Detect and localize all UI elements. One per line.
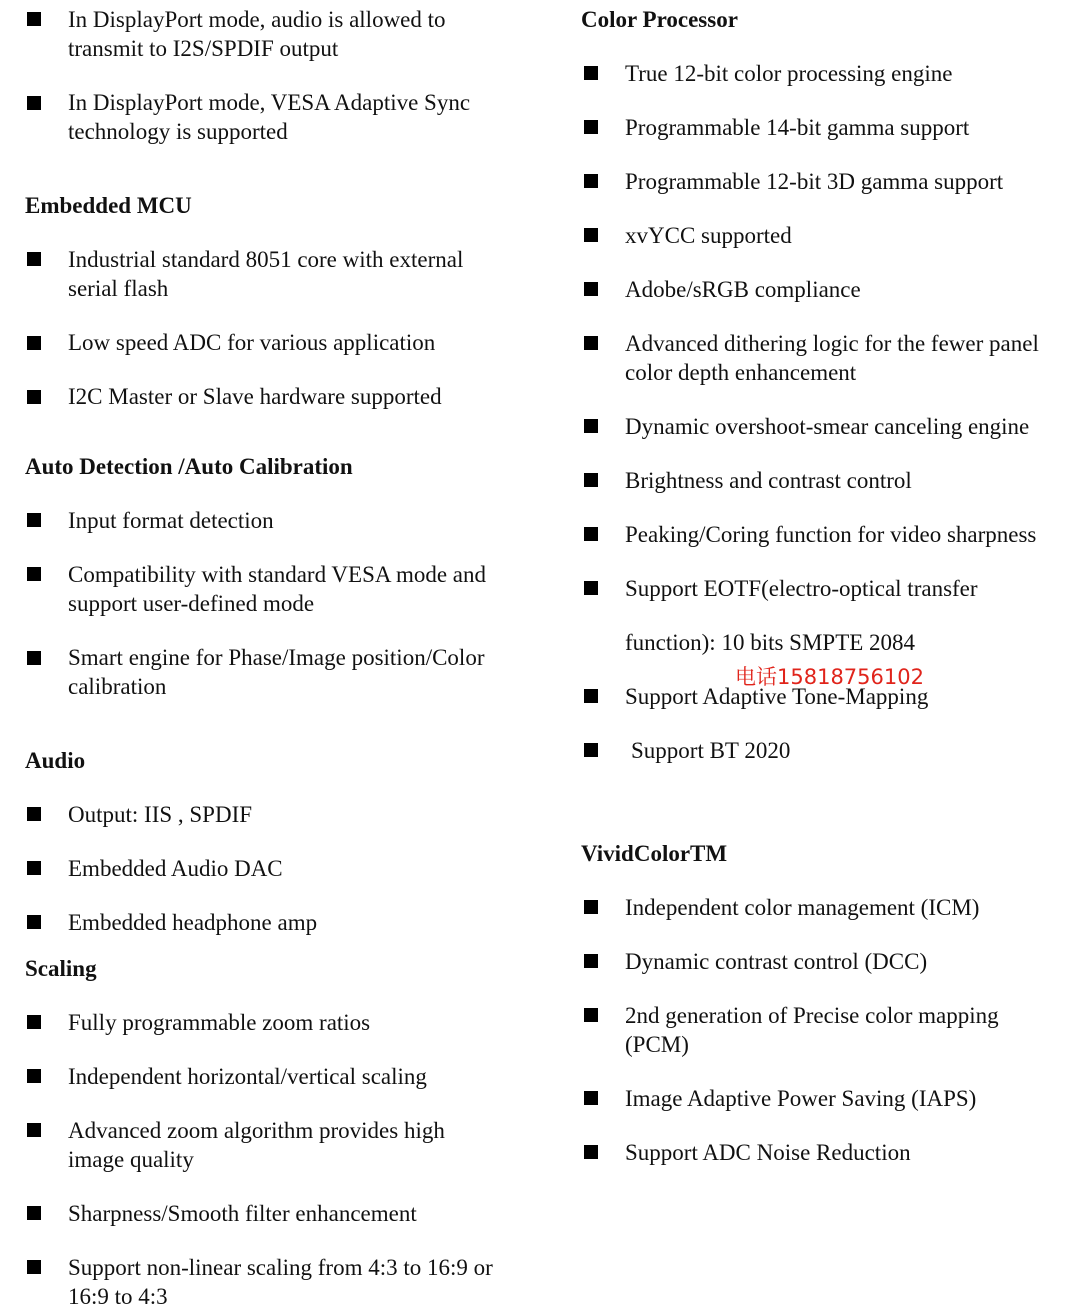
list-item-text: serial flash xyxy=(68,276,169,301)
bullet-icon xyxy=(584,581,598,595)
list-item-text: I2C Master or Slave hardware supported xyxy=(68,384,442,409)
list-item-text: color depth enhancement xyxy=(625,360,857,385)
list-item-text: Support Adaptive Tone-Mapping xyxy=(625,684,929,709)
list-item-text: Peaking/Coring function for video sharpness xyxy=(625,522,1037,547)
list-item-text: Support BT 2020 xyxy=(631,738,791,763)
list-item-text: Programmable 12-bit 3D gamma support xyxy=(625,169,1004,194)
list-item-text: Support ADC Noise Reduction xyxy=(625,1140,911,1165)
section-heading-auto-detection: Auto Detection /Auto Calibration xyxy=(25,454,353,479)
list-item-text: Dynamic overshoot-smear canceling engine xyxy=(625,414,1030,439)
bullet-icon xyxy=(584,743,598,757)
phone-watermark: 电话15818756102 xyxy=(735,665,924,689)
list-item-text: Output: IIS , SPDIF xyxy=(68,802,253,827)
section-heading-color-processor: Color Processor xyxy=(581,7,738,32)
list-item-text: Fully programmable zoom ratios xyxy=(68,1010,371,1035)
bullet-icon xyxy=(27,1069,41,1083)
list-item-text: Independent horizontal/vertical scaling xyxy=(68,1064,427,1089)
list-item-text: True 12-bit color processing engine xyxy=(625,61,953,86)
bullet-icon xyxy=(584,419,598,433)
list-item-text: Embedded headphone amp xyxy=(68,910,318,935)
bullet-icon xyxy=(27,1015,41,1029)
bullet-icon xyxy=(27,567,41,581)
bullet-icon xyxy=(584,954,598,968)
bullet-icon xyxy=(584,66,598,80)
bullet-icon xyxy=(27,336,41,350)
list-item-text: Support non-linear scaling from 4:3 to 16:9 or xyxy=(68,1255,493,1280)
list-item-text: technology is supported xyxy=(68,119,288,144)
list-item-text: Advanced zoom algorithm provides high xyxy=(68,1118,445,1143)
section-heading-audio: Audio xyxy=(25,748,86,773)
bullet-icon xyxy=(27,1123,41,1137)
bullet-icon xyxy=(27,252,41,266)
bullet-icon xyxy=(584,473,598,487)
list-item-text: support user-defined mode xyxy=(68,591,315,616)
bullet-icon xyxy=(584,336,598,350)
list-item-text: Industrial standard 8051 core with external xyxy=(68,247,464,272)
list-item-text: Input format detection xyxy=(68,508,274,533)
bullet-icon xyxy=(27,651,41,665)
list-item-text: Brightness and contrast control xyxy=(625,468,912,493)
list-item-text: Dynamic contrast control (DCC) xyxy=(625,949,928,974)
list-item-text: Image Adaptive Power Saving (IAPS) xyxy=(625,1086,977,1111)
list-item-text: In DisplayPort mode, VESA Adaptive Sync xyxy=(68,90,471,115)
list-item-text: Advanced dithering logic for the fewer panel xyxy=(625,331,1039,356)
bullet-icon xyxy=(27,1260,41,1274)
bullet-icon xyxy=(27,513,41,527)
list-item-text: xvYCC supported xyxy=(625,223,792,248)
list-item-text: Embedded Audio DAC xyxy=(68,856,283,881)
list-item-text: 16:9 to 4:3 xyxy=(68,1284,168,1309)
list-item-text: Programmable 14-bit gamma support xyxy=(625,115,970,140)
list-item-text: image quality xyxy=(68,1147,194,1172)
bullet-icon xyxy=(27,390,41,404)
list-item-text: Smart engine for Phase/Image position/Color xyxy=(68,645,485,670)
list-item-text: Adobe/sRGB compliance xyxy=(625,277,861,302)
list-item-text: Sharpness/Smooth filter enhancement xyxy=(68,1201,417,1226)
list-item-text: Support EOTF(electro-optical transfer xyxy=(625,576,978,601)
list-item-text: Independent color management (ICM) xyxy=(625,895,980,920)
list-item-text: function): 10 bits SMPTE 2084 xyxy=(625,630,916,655)
section-heading-scaling: Scaling xyxy=(25,956,97,981)
bullet-icon xyxy=(584,900,598,914)
bullet-icon xyxy=(27,1206,41,1220)
bullet-icon xyxy=(27,96,41,110)
bullet-icon xyxy=(584,120,598,134)
list-item-text: 2nd generation of Precise color mapping xyxy=(625,1003,999,1028)
bullet-icon xyxy=(27,807,41,821)
bullet-icon xyxy=(27,915,41,929)
list-item-text: calibration xyxy=(68,674,167,699)
bullet-icon xyxy=(27,861,41,875)
bullet-icon xyxy=(584,228,598,242)
bullet-icon xyxy=(584,689,598,703)
bullet-icon xyxy=(584,1145,598,1159)
bullet-icon xyxy=(27,12,41,26)
bullet-icon xyxy=(584,527,598,541)
section-heading-embedded-mcu: Embedded MCU xyxy=(25,193,192,218)
list-item-text: transmit to I2S/SPDIF output xyxy=(68,36,339,61)
list-item-text: Compatibility with standard VESA mode and xyxy=(68,562,487,587)
bullet-icon xyxy=(584,282,598,296)
list-item-text: Low speed ADC for various application xyxy=(68,330,436,355)
bullet-icon xyxy=(584,1008,598,1022)
bullet-icon xyxy=(584,1091,598,1105)
list-item-text: (PCM) xyxy=(625,1032,689,1057)
bullet-icon xyxy=(584,174,598,188)
list-item-text: In DisplayPort mode, audio is allowed to xyxy=(68,7,446,32)
section-heading-vividcolor: VividColorTM xyxy=(581,841,728,866)
